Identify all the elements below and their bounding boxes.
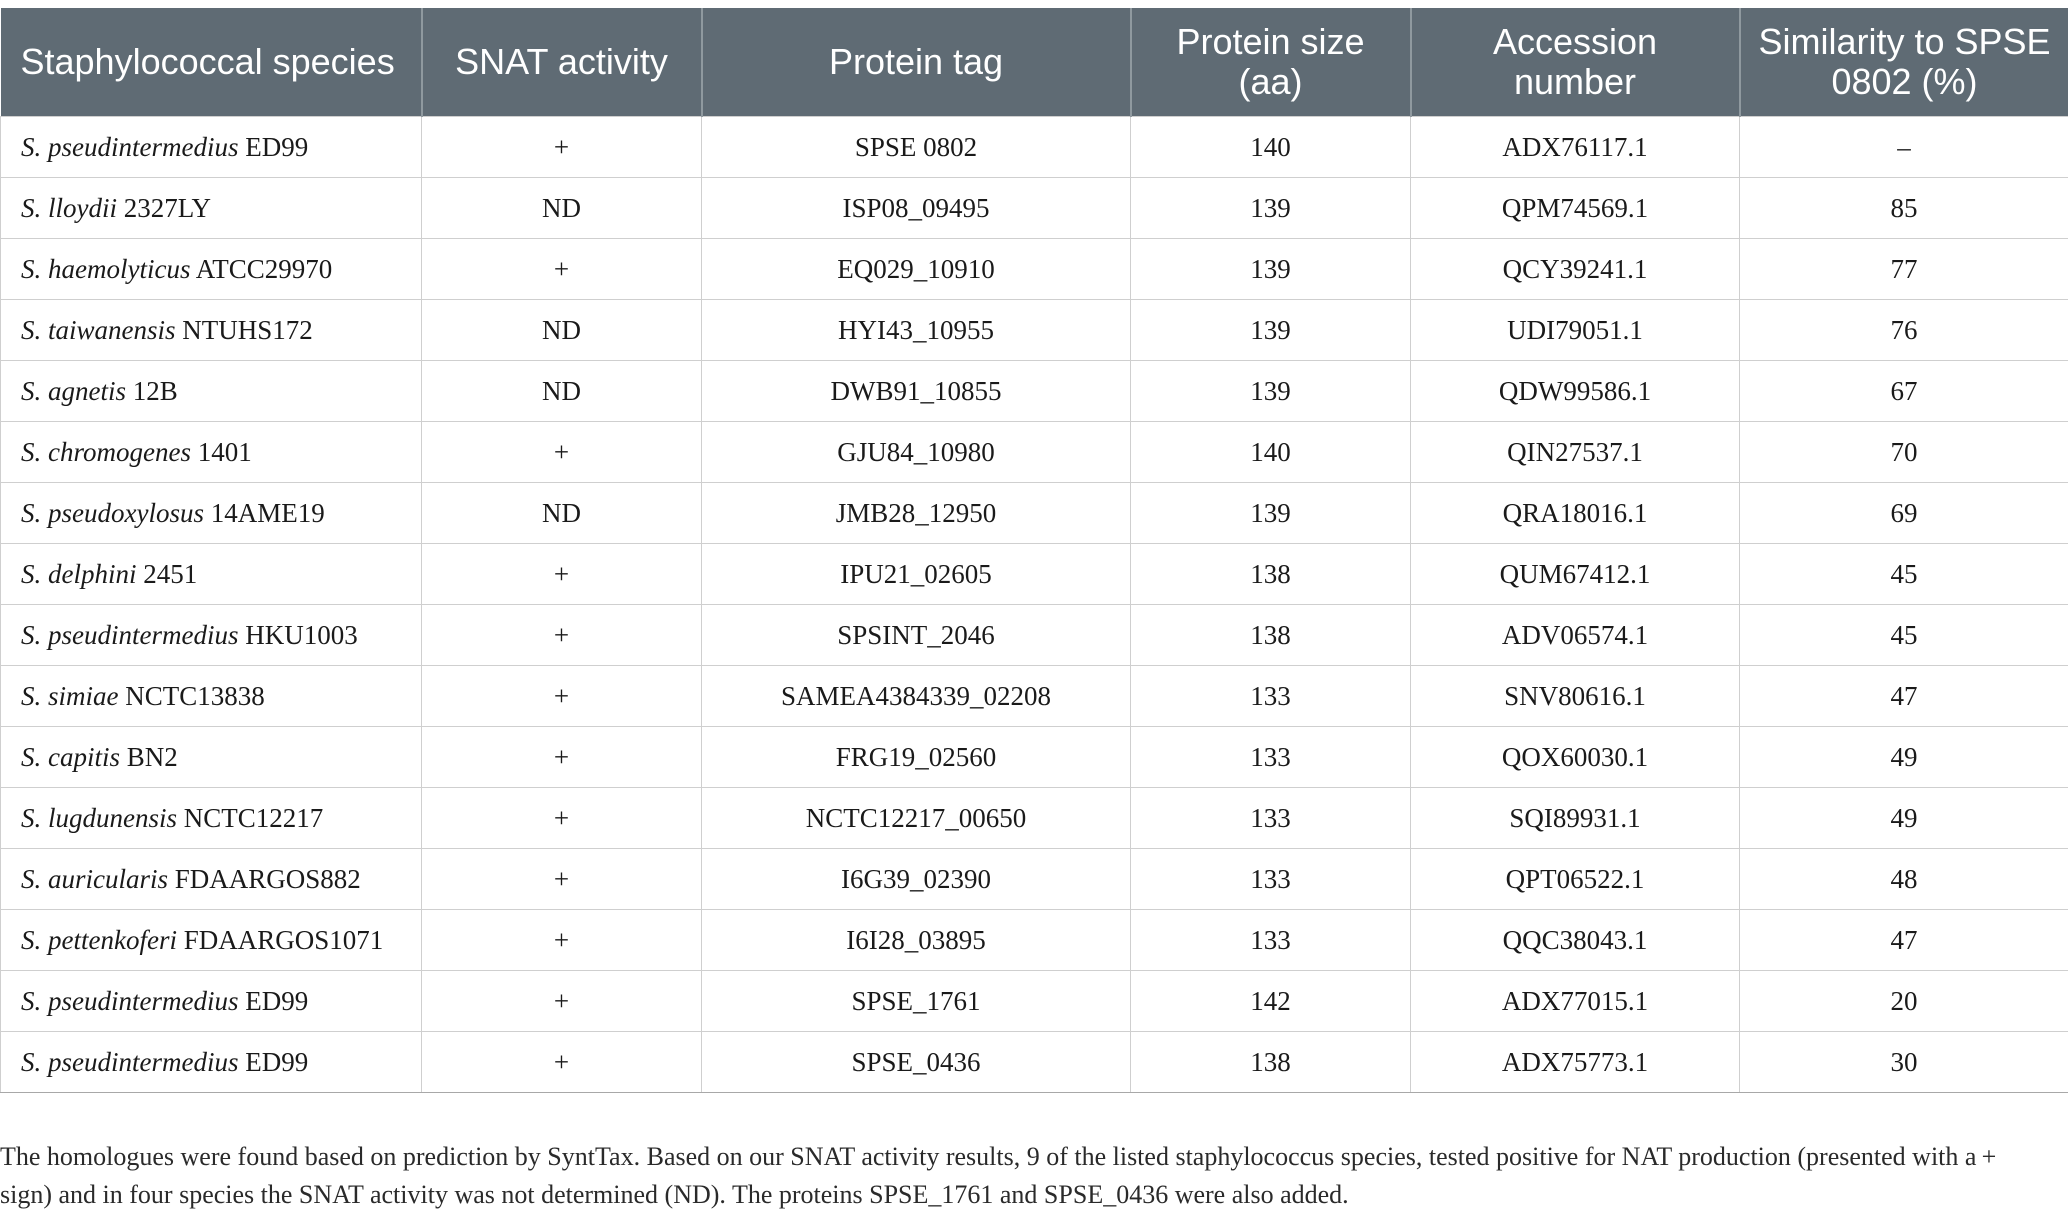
cell-similarity: 85 [1740,178,2068,239]
cell-species [1,849,422,910]
table-row [1,727,2068,788]
strain-name: NCTC13838 [125,680,265,711]
cell-species [1,666,422,727]
cell-accession-number: ADX75773.1 [1411,1032,1740,1093]
table-row [1,788,2068,849]
cell-accession-number: ADV06574.1 [1411,605,1740,666]
header-accession-number: Accession number [1411,8,1740,117]
cell-accession-number: QCY39241.1 [1411,239,1740,300]
table-row [1,1032,2068,1093]
strain-name: 2451 [143,558,198,589]
cell-similarity: 49 [1740,727,2068,788]
strain-name: ED99 [245,131,309,162]
table-footnote: The homologues were found based on prediction by SyntTax. Based on our SNAT activity results, 9 of the listed staphylococcus species, tested positive for NAT production (presented with a + sign) and in four species the SNAT activity was not determined (ND). The proteins SPSE_1761 and SPSE_0436 were also added. [0,1142,2002,1209]
cell-protein-tag: SPSE 0802 [702,117,1131,178]
table-row [1,422,2068,483]
cell-protein-tag: SPSE_1761 [702,971,1131,1032]
cell-accession-number: QPM74569.1 [1411,178,1740,239]
cell-similarity: 76 [1740,300,2068,361]
species-name: S. taiwanensis [21,314,176,345]
cell-protein-tag: FRG19_02560 [702,727,1131,788]
cell-accession-number: QRA18016.1 [1411,483,1740,544]
strain-name: 12B [132,375,178,406]
species-name: S. pseudintermedius [21,619,239,650]
species-name: S. simiae [21,680,119,711]
species-name: S. delphini [21,558,137,589]
table-row [1,666,2068,727]
table-row [1,849,2068,910]
header-protein-tag: Protein tag [702,8,1131,117]
cell-protein-tag: IPU21_02605 [702,544,1131,605]
cell-snat-activity: + [422,727,702,788]
species-name: S. chromogenes [21,436,191,467]
cell-protein-tag: SPSE_0436 [702,1032,1131,1093]
cell-protein-tag: JMB28_12950 [702,483,1131,544]
table-row [1,117,2068,178]
species-name: S. auricularis [21,863,169,894]
cell-snat-activity: ND [422,178,702,239]
cell-snat-activity: + [422,971,702,1032]
cell-similarity: 77 [1740,239,2068,300]
cell-species [1,117,422,178]
strain-name: FDAARGOS882 [174,863,361,894]
cell-snat-activity: + [422,117,702,178]
cell-protein-size: 142 [1131,971,1411,1032]
cell-species [1,178,422,239]
cell-snat-activity: + [422,910,702,971]
table-row [1,300,2068,361]
species-name: S. pseudintermedius [21,131,239,162]
cell-accession-number: UDI79051.1 [1411,300,1740,361]
species-name: S. lugdunensis [21,802,178,833]
cell-similarity: 70 [1740,422,2068,483]
species-name: S. lloydii [21,192,117,223]
cell-accession-number: QUM67412.1 [1411,544,1740,605]
strain-name: ED99 [245,985,309,1016]
cell-accession-number: SNV80616.1 [1411,666,1740,727]
table-row [1,971,2068,1032]
cell-species [1,422,422,483]
cell-protein-tag: I6G39_02390 [702,849,1131,910]
strain-name: FDAARGOS1071 [183,924,384,955]
cell-accession-number: QQC38043.1 [1411,910,1740,971]
cell-species [1,910,422,971]
header-row [1,8,2068,117]
cell-similarity: 45 [1740,544,2068,605]
cell-snat-activity: + [422,605,702,666]
cell-protein-size: 133 [1131,788,1411,849]
cell-snat-activity: ND [422,300,702,361]
strain-name: HKU1003 [245,619,358,650]
cell-accession-number: SQI89931.1 [1411,788,1740,849]
cell-protein-size: 139 [1131,483,1411,544]
cell-similarity: 69 [1740,483,2068,544]
cell-snat-activity: + [422,544,702,605]
cell-snat-activity: ND [422,361,702,422]
cell-snat-activity: + [422,239,702,300]
species-name: S. pseudintermedius [21,1046,239,1077]
header-similarity: Similarity to SPSE 0802 (%) [1740,8,2068,117]
table-row [1,910,2068,971]
cell-species [1,483,422,544]
cell-similarity: 20 [1740,971,2068,1032]
cell-protein-size: 138 [1131,605,1411,666]
cell-accession-number: ADX77015.1 [1411,971,1740,1032]
table-body [1,117,2068,1093]
species-name: S. agnetis [21,375,126,406]
strain-name: ATCC29970 [195,253,333,284]
cell-protein-tag: ISP08_09495 [702,178,1131,239]
cell-similarity: 48 [1740,849,2068,910]
cell-protein-tag: GJU84_10980 [702,422,1131,483]
table-row [1,178,2068,239]
table-header [1,8,2068,117]
cell-species [1,300,422,361]
cell-species [1,605,422,666]
cell-protein-tag: SAMEA4384339_02208 [702,666,1131,727]
header-species: Staphylococcal species [1,8,422,117]
cell-species [1,971,422,1032]
cell-similarity: 67 [1740,361,2068,422]
cell-similarity: – [1740,117,2068,178]
species-name: S. pseudintermedius [21,985,239,1016]
homologue-table-container [0,8,2068,1093]
cell-similarity: 47 [1740,910,2068,971]
strain-name: ED99 [245,1046,309,1077]
cell-similarity: 47 [1740,666,2068,727]
species-name: S. haemolyticus [21,253,191,284]
cell-species [1,1032,422,1093]
cell-species [1,727,422,788]
cell-protein-size: 140 [1131,117,1411,178]
cell-accession-number: QPT06522.1 [1411,849,1740,910]
cell-species [1,788,422,849]
strain-name: 1401 [197,436,252,467]
cell-snat-activity: ND [422,483,702,544]
cell-protein-size: 138 [1131,544,1411,605]
cell-snat-activity: + [422,1032,702,1093]
species-name: S. pettenkoferi [21,924,177,955]
cell-protein-size: 138 [1131,1032,1411,1093]
table-row [1,544,2068,605]
cell-protein-size: 140 [1131,422,1411,483]
homologue-table [0,8,2068,1093]
cell-protein-size: 133 [1131,666,1411,727]
cell-snat-activity: + [422,666,702,727]
table-row [1,361,2068,422]
cell-species [1,239,422,300]
cell-protein-tag: EQ029_10910 [702,239,1131,300]
cell-protein-tag: DWB91_10855 [702,361,1131,422]
cell-protein-tag: NCTC12217_00650 [702,788,1131,849]
cell-protein-size: 133 [1131,727,1411,788]
table-row [1,483,2068,544]
cell-similarity: 30 [1740,1032,2068,1093]
cell-protein-size: 133 [1131,910,1411,971]
cell-accession-number: QDW99586.1 [1411,361,1740,422]
cell-species [1,544,422,605]
strain-name: 14AME19 [210,497,325,528]
cell-protein-tag: I6I28_03895 [702,910,1131,971]
cell-protein-tag: HYI43_10955 [702,300,1131,361]
strain-name: NCTC12217 [183,802,324,833]
species-name: S. capitis [21,741,120,772]
cell-protein-size: 139 [1131,300,1411,361]
cell-protein-size: 139 [1131,239,1411,300]
cell-protein-tag: SPSINT_2046 [702,605,1131,666]
cell-snat-activity: + [422,422,702,483]
cell-snat-activity: + [422,788,702,849]
cell-accession-number: QIN27537.1 [1411,422,1740,483]
strain-name: 2327LY [123,192,212,223]
cell-snat-activity: + [422,849,702,910]
table-row [1,605,2068,666]
header-snat-activity: SNAT activity [422,8,702,117]
strain-name: NTUHS172 [182,314,313,345]
cell-species [1,361,422,422]
cell-accession-number: QOX60030.1 [1411,727,1740,788]
species-name: S. pseudoxylosus [21,497,204,528]
strain-name: BN2 [126,741,178,772]
cell-similarity: 45 [1740,605,2068,666]
header-protein-size: Protein size (aa) [1131,8,1411,117]
table-row [1,239,2068,300]
cell-similarity: 49 [1740,788,2068,849]
cell-protein-size: 139 [1131,361,1411,422]
cell-protein-size: 133 [1131,849,1411,910]
cell-accession-number: ADX76117.1 [1411,117,1740,178]
cell-protein-size: 139 [1131,178,1411,239]
